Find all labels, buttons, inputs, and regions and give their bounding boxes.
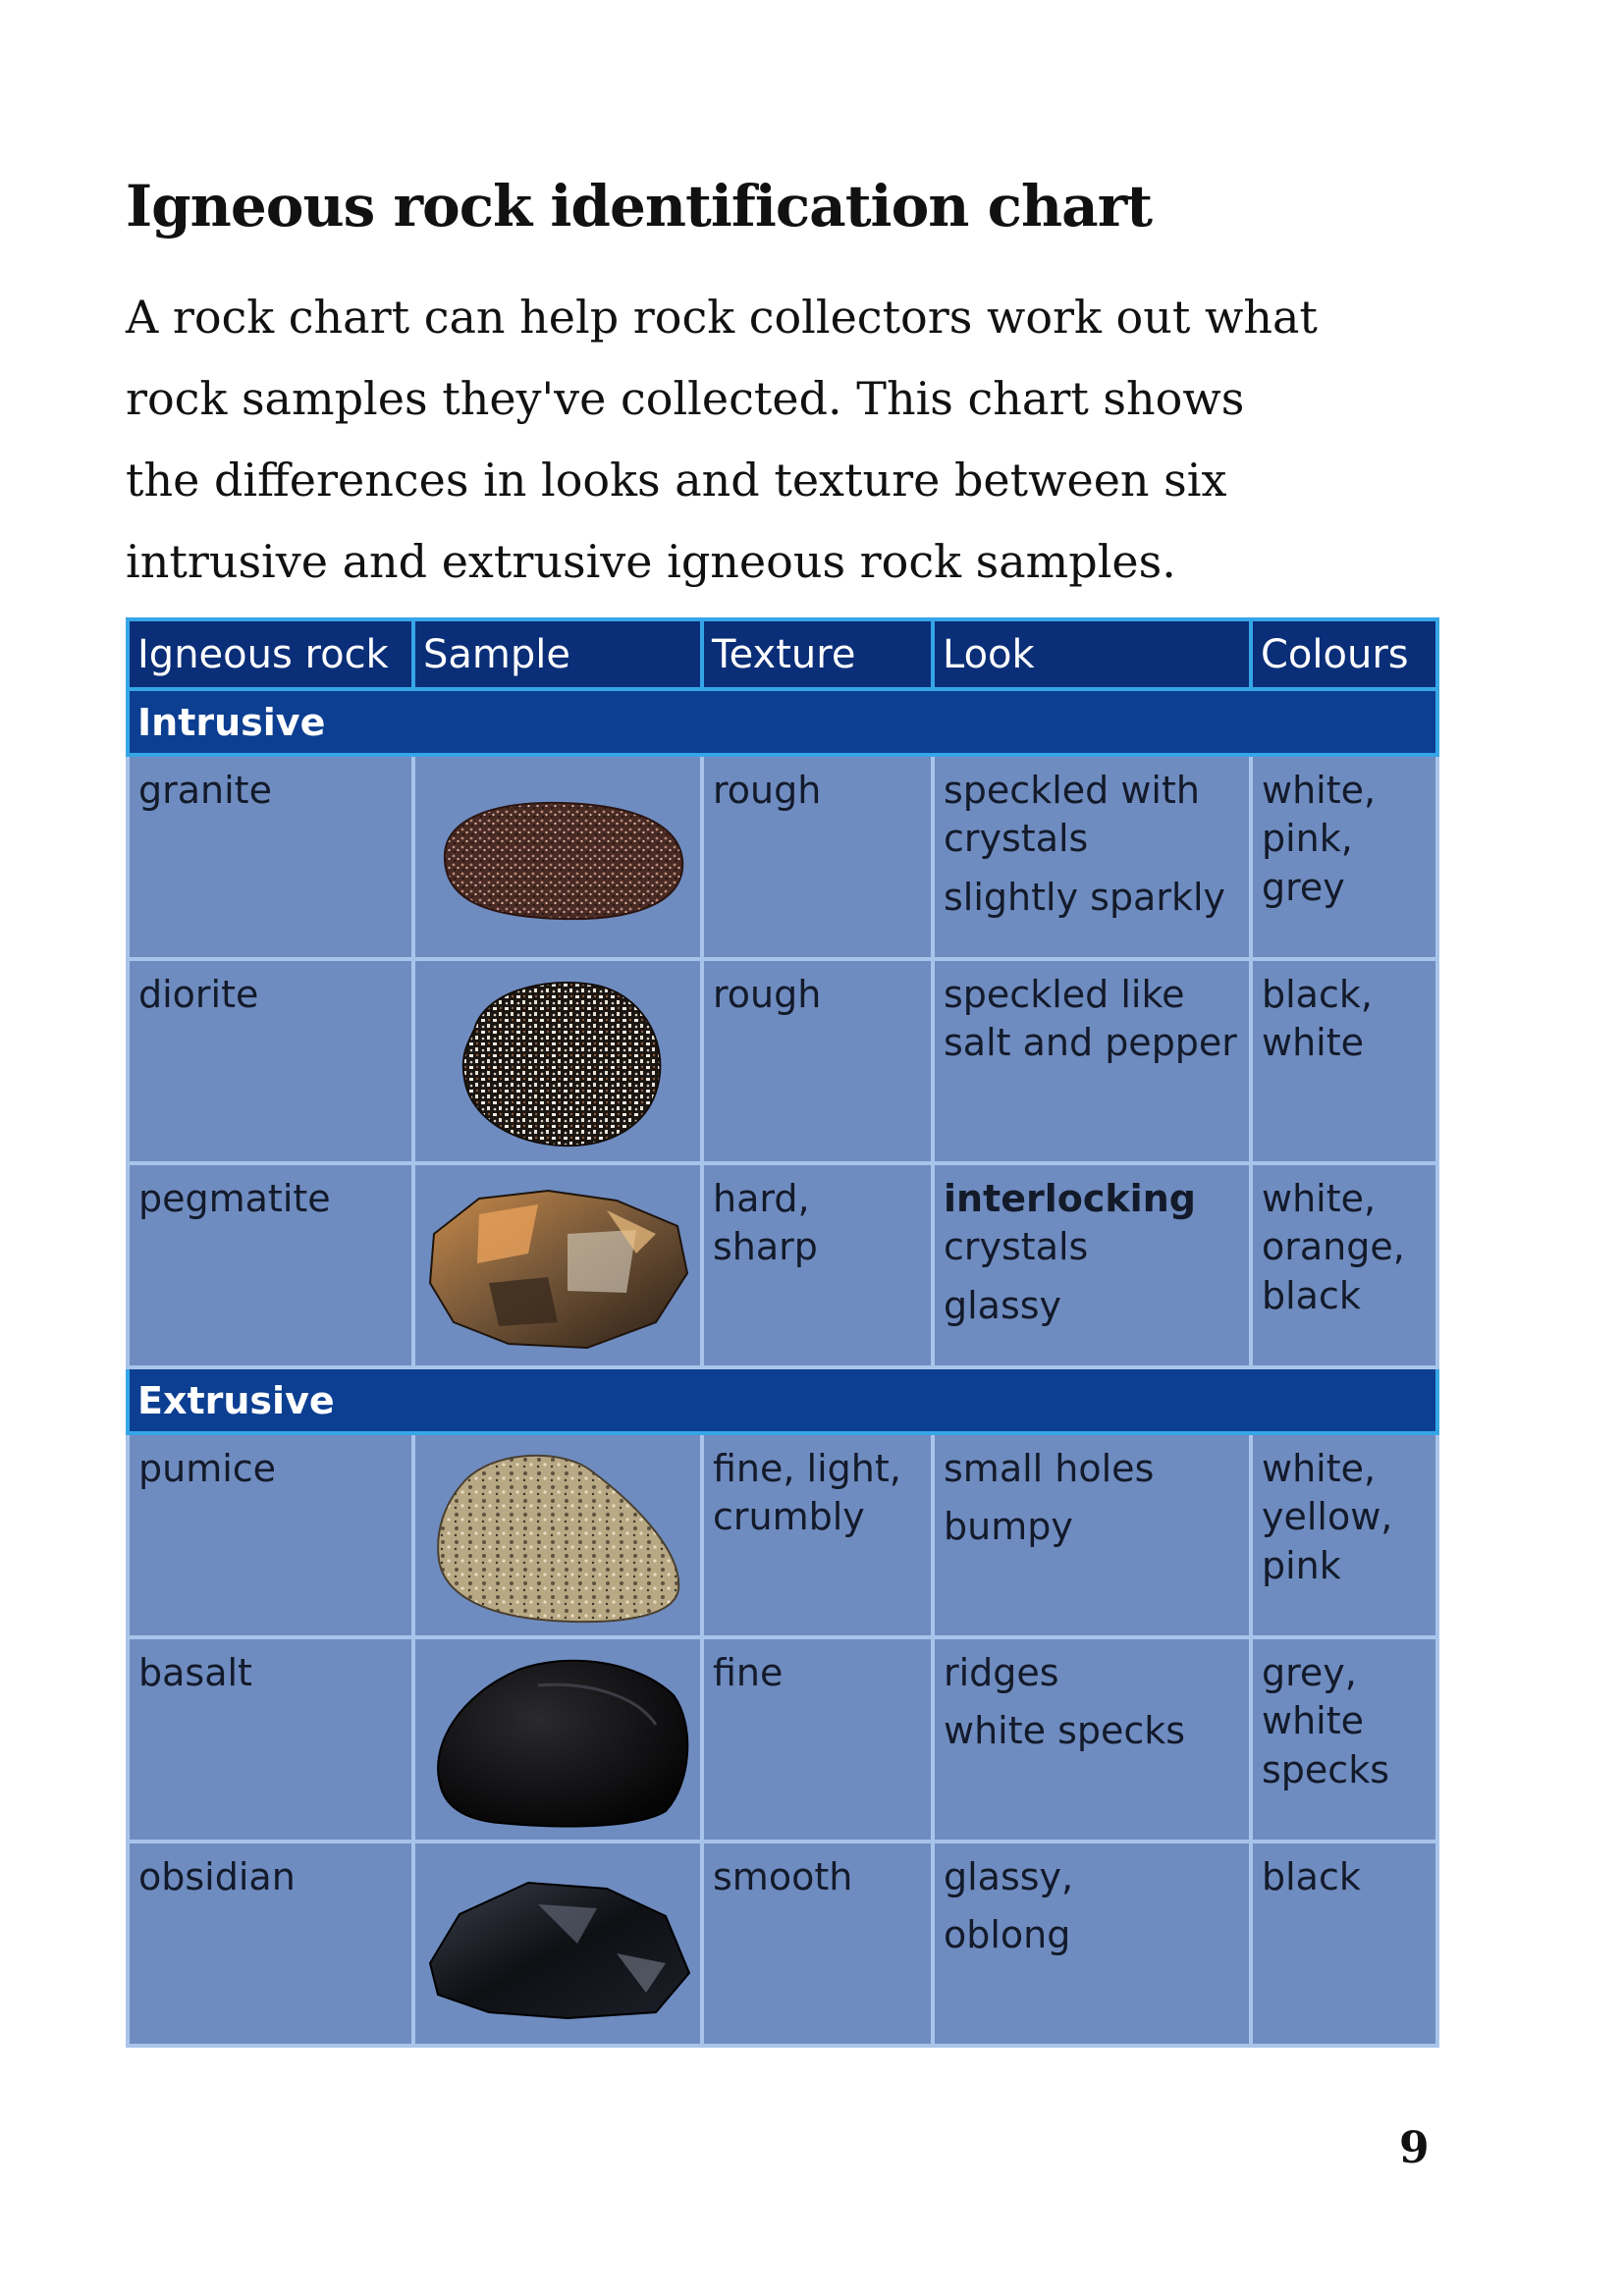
look-text: white specks	[944, 1709, 1186, 1753]
page-title: Igneous rock identification chart	[126, 173, 1153, 240]
header-igneous-rock: Igneous rock	[128, 619, 413, 689]
texture-cell	[702, 1842, 933, 2046]
colours-text: white, orange, black	[1262, 1177, 1405, 1317]
section-row-extrusive	[128, 1367, 1437, 1433]
colours-text: grey, white specks	[1262, 1651, 1389, 1791]
sample-cell	[413, 959, 702, 1163]
pumice-rock-image	[425, 1442, 690, 1629]
texture-text: fine, light,	[713, 1447, 901, 1490]
rock-name	[128, 1637, 413, 1842]
texture-text: fine	[713, 1651, 784, 1694]
intro-line: intrusive and extrusive igneous rock samples.	[126, 535, 1176, 588]
look-text: glassy,	[944, 1855, 1074, 1898]
diorite-rock-image	[445, 971, 671, 1152]
look-bold-text: interlocking	[944, 1177, 1196, 1220]
table-row	[128, 1433, 1437, 1637]
texture-cell	[702, 1433, 933, 1637]
rock-name-text: granite	[138, 769, 272, 812]
table-header-row	[128, 619, 1437, 689]
colours-cell	[1251, 1637, 1437, 1842]
look-text: oblong	[944, 1913, 1071, 1957]
rock-name	[128, 755, 413, 959]
look-cell	[933, 755, 1251, 959]
texture-cell	[702, 1163, 933, 1367]
texture-text: rough	[713, 769, 822, 812]
rock-identification-table	[126, 617, 1439, 2048]
granite-rock-image	[425, 783, 690, 931]
table-row	[128, 959, 1437, 1163]
texture-text: smooth	[713, 1855, 853, 1898]
rock-name	[128, 1842, 413, 2046]
colours-text: black, white	[1262, 973, 1373, 1065]
sample-cell	[413, 1842, 702, 2046]
look-text: speckled with crystals	[944, 769, 1200, 861]
colours-cell	[1251, 1842, 1437, 2046]
colours-cell	[1251, 959, 1437, 1163]
header-sample: Sample	[413, 619, 702, 689]
look-text: crystals	[944, 1225, 1089, 1269]
obsidian-rock-image	[420, 1865, 695, 2022]
table-row	[128, 1637, 1437, 1842]
colours-text: white, yellow, pink	[1262, 1447, 1393, 1587]
texture-text: crumbly	[713, 1495, 865, 1539]
page-number: 9	[1399, 2123, 1430, 2173]
pegmatite-rock-image	[420, 1175, 695, 1357]
basalt-rock-image	[420, 1646, 695, 1833]
rock-name	[128, 1163, 413, 1367]
look-text: bumpy	[944, 1505, 1073, 1549]
rock-name-text: pegmatite	[138, 1177, 331, 1220]
colours-cell	[1251, 755, 1437, 959]
texture-text: hard, sharp	[713, 1177, 818, 1269]
colours-cell	[1251, 1163, 1437, 1367]
header-texture: Texture	[702, 619, 933, 689]
rock-name-text: obsidian	[138, 1855, 296, 1898]
section-label-intrusive: Intrusive	[128, 689, 1437, 755]
rock-name-text: pumice	[138, 1447, 277, 1490]
colours-cell	[1251, 1433, 1437, 1637]
colours-text: white, pink, grey	[1262, 769, 1377, 909]
colours-text: black	[1262, 1855, 1361, 1898]
section-label-extrusive: Extrusive	[128, 1367, 1437, 1433]
sample-cell	[413, 755, 702, 959]
look-cell	[933, 959, 1251, 1163]
look-text: small holes	[944, 1447, 1155, 1490]
header-colours: Colours	[1251, 619, 1437, 689]
intro-paragraph	[126, 277, 1402, 603]
look-cell	[933, 1163, 1251, 1367]
rock-name-text: basalt	[138, 1651, 252, 1694]
header-look: Look	[933, 619, 1251, 689]
look-text: glassy	[944, 1283, 1062, 1327]
texture-cell	[702, 1637, 933, 1842]
texture-text: rough	[713, 973, 822, 1016]
section-row-intrusive	[128, 689, 1437, 755]
table-row	[128, 1163, 1437, 1367]
look-text: slightly sparkly	[944, 875, 1226, 919]
rock-name	[128, 959, 413, 1163]
rock-name	[128, 1433, 413, 1637]
texture-cell	[702, 755, 933, 959]
table-row	[128, 1842, 1437, 2046]
look-text-bold	[944, 1175, 1240, 1272]
table-row	[128, 755, 1437, 959]
look-text: speckled like salt and pepper	[944, 973, 1237, 1065]
intro-line: the differences in looks and texture between six	[126, 454, 1227, 507]
sample-cell	[413, 1433, 702, 1637]
intro-line: rock samples they've collected. This chart shows	[126, 372, 1245, 425]
look-cell	[933, 1637, 1251, 1842]
sample-cell	[413, 1163, 702, 1367]
rock-name-text: diorite	[138, 973, 259, 1016]
sample-cell	[413, 1637, 702, 1842]
texture-cell	[702, 959, 933, 1163]
look-text: ridges	[944, 1651, 1059, 1694]
look-cell	[933, 1842, 1251, 2046]
look-cell	[933, 1433, 1251, 1637]
intro-line: A rock chart can help rock collectors work out what	[126, 291, 1318, 344]
